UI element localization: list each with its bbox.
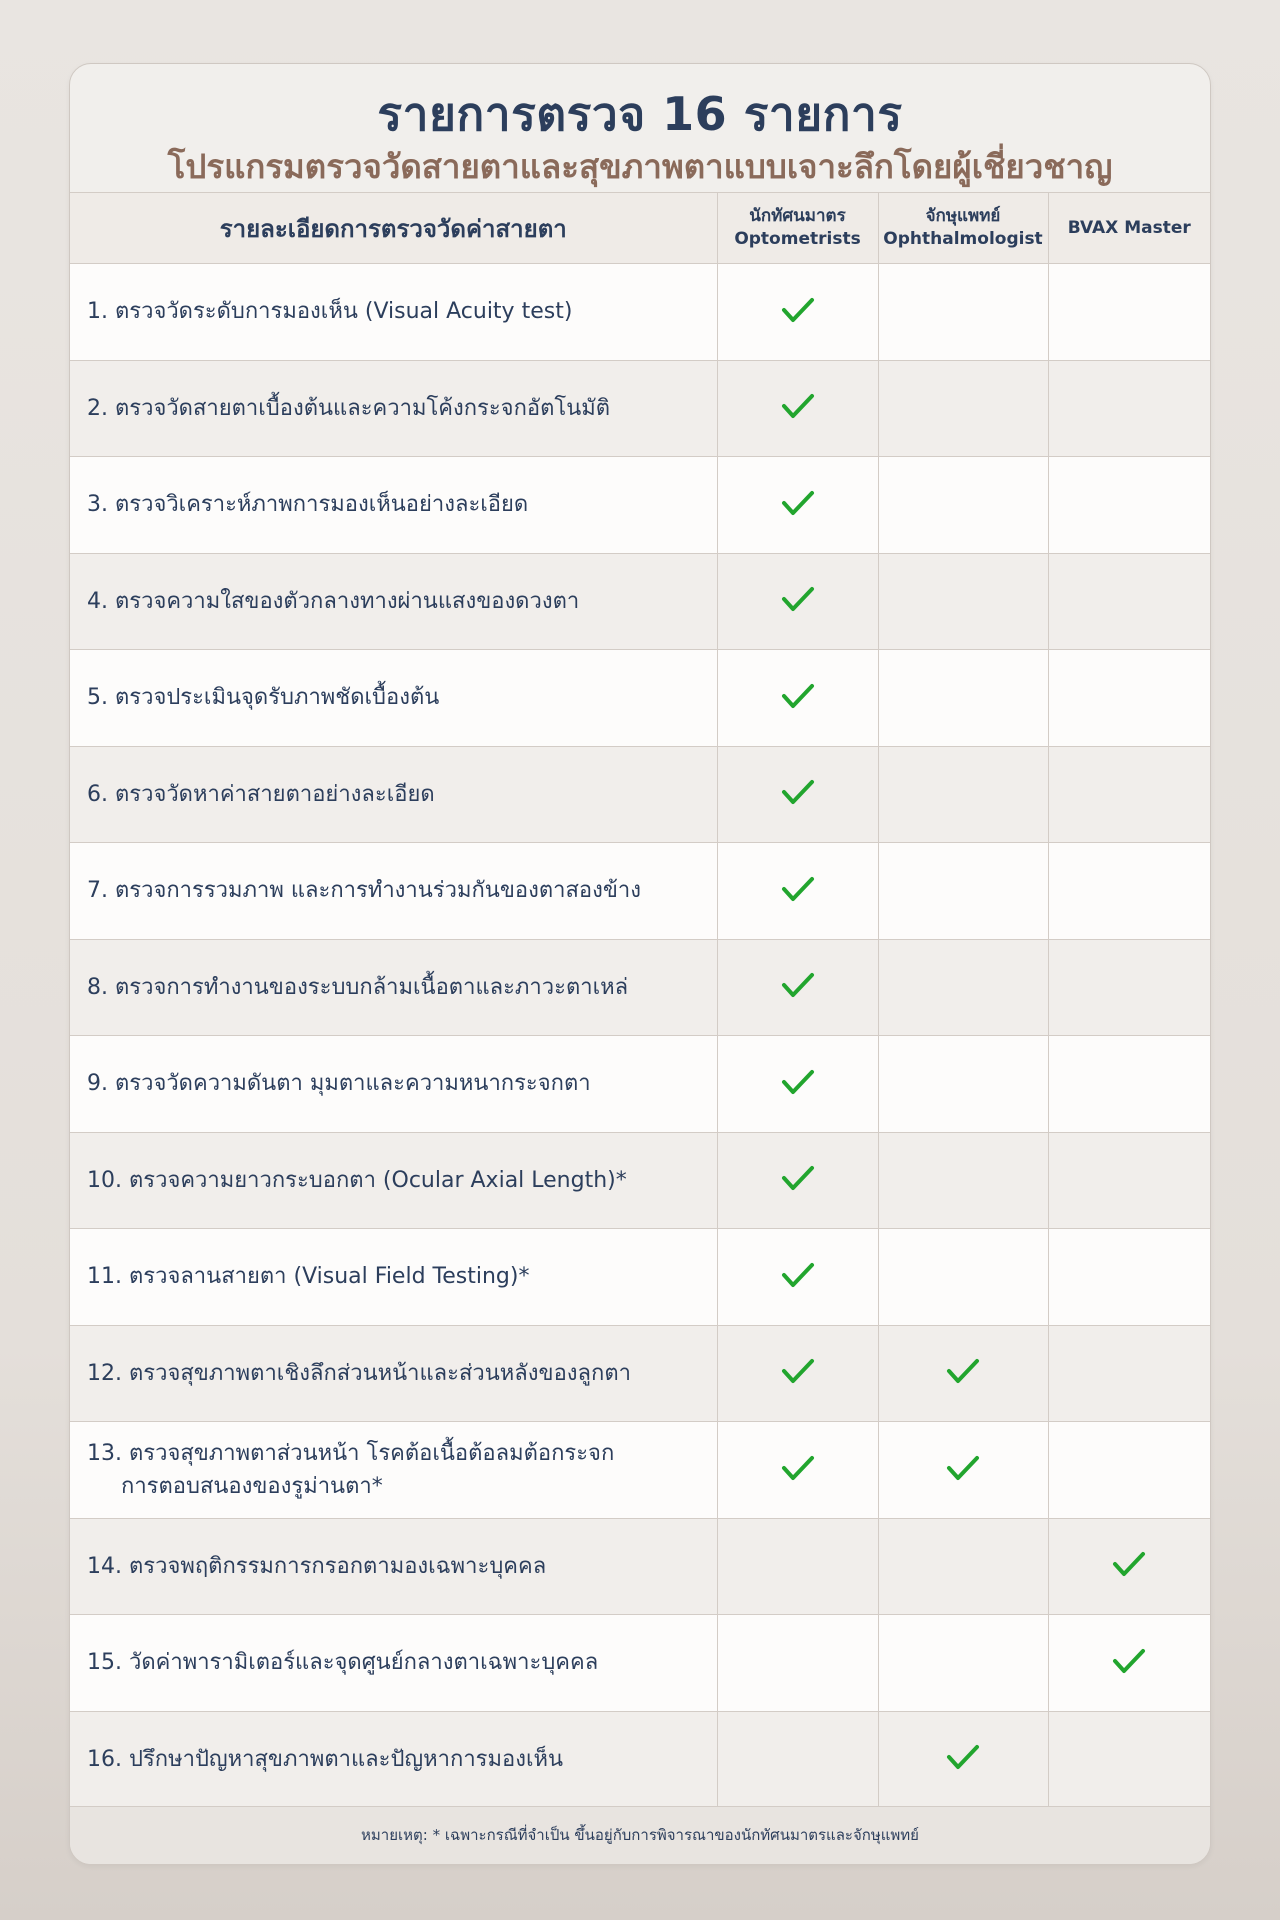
checkmark-icon [1111, 1549, 1147, 1579]
optometrist-mark [717, 746, 878, 843]
checkmark-icon [780, 295, 816, 325]
details-column-header: รายละเอียดการตรวจวัดค่าสายตา [70, 193, 717, 264]
exam-item-line1: 16. ปรึกษาปัญหาสุขภาพตาและปัญหาการมองเห็น [87, 1746, 564, 1772]
bvax-mark [1048, 360, 1210, 457]
exam-item-line1: 15. วัดค่าพารามิเตอร์และจุดศูนย์กลางตาเฉพาะบุคคล [87, 1650, 599, 1676]
optometrist-mark [717, 264, 878, 361]
optometrist-mark [717, 939, 878, 1036]
checkmark-icon [780, 681, 816, 711]
exam-item-description [70, 650, 717, 747]
exam-item-description [70, 360, 717, 457]
optometrist-mark [717, 1132, 878, 1229]
exam-item-description [70, 1615, 717, 1712]
exam-item-line1: 8. ตรวจการทำงานของระบบกล้ามเนื้อตาและภาวะตาเหล่ [87, 974, 629, 1000]
exam-item-description [70, 1325, 717, 1422]
exam-item-description [70, 1518, 717, 1615]
table-row [70, 1711, 1210, 1808]
table-row [70, 1518, 1210, 1615]
table-row [70, 843, 1210, 940]
table-header-row [70, 193, 1210, 264]
exam-item-description [70, 1132, 717, 1229]
checkmark-icon [780, 1163, 816, 1193]
optometrist-mark [717, 1615, 878, 1712]
checkmark-icon [945, 1742, 981, 1772]
checkmark-icon [780, 1453, 816, 1483]
table-row [70, 1325, 1210, 1422]
bvax-mark [1048, 939, 1210, 1036]
exam-item-description [70, 843, 717, 940]
page-title: รายการตรวจ 16 รายการ [377, 87, 903, 141]
bvax-column-header: BVAX Master [1048, 193, 1210, 264]
ophthalmologist-mark [878, 553, 1048, 650]
bvax-mark [1048, 650, 1210, 747]
checkmark-icon [945, 1356, 981, 1386]
optometrist-mark [717, 1325, 878, 1422]
footnote: หมายเหตุ: * เฉพาะกรณีที่จำเป็น ขึ้นอยู่กับการพิจารณาของนักทัศนมาตรและจักษุแพทย์ [70, 1806, 1210, 1864]
exam-item-line1: 12. ตรวจสุขภาพตาเชิงลึกส่วนหน้าและส่วนหลังของลูกตา [87, 1360, 631, 1386]
optometrist-mark [717, 457, 878, 554]
exam-item-description [70, 1229, 717, 1326]
table-row [70, 1132, 1210, 1229]
optometrist-mark [717, 360, 878, 457]
checkmark-icon [945, 1453, 981, 1483]
table-row [70, 553, 1210, 650]
ophthalmologist-mark [878, 360, 1048, 457]
table-body [70, 264, 1210, 1808]
bvax-mark [1048, 1422, 1210, 1519]
table-row [70, 1615, 1210, 1712]
ophthalmologist-mark [878, 1132, 1048, 1229]
checkmark-icon [780, 874, 816, 904]
checkmark-icon [1111, 1646, 1147, 1676]
checkmark-icon [780, 1067, 816, 1097]
exam-item-line1: 13. ตรวจสุขภาพตาส่วนหน้า โรคต้อเนื้อต้อลมต้อกระจก [87, 1440, 615, 1466]
optometrist-column-header [717, 193, 878, 264]
ophthalmologist-mark [878, 1615, 1048, 1712]
exam-item-description [70, 1422, 717, 1519]
table-row [70, 1229, 1210, 1326]
ophthalmologist-th-label: จักษุแพทย์ [925, 206, 1001, 226]
optometrist-mark [717, 1518, 878, 1615]
exam-item-description [70, 457, 717, 554]
comparison-card [69, 63, 1211, 1865]
bvax-mark [1048, 1132, 1210, 1229]
exam-item-line1: 4. ตรวจความใสของตัวกลางทางผ่านแสงของดวงตา [87, 588, 580, 614]
checkmark-icon [780, 584, 816, 614]
checkmark-icon [780, 1356, 816, 1386]
checkmark-icon [780, 488, 816, 518]
exam-item-description [70, 264, 717, 361]
ophthalmologist-mark [878, 1229, 1048, 1326]
ophthalmologist-mark [878, 1711, 1048, 1808]
ophthalmologist-mark [878, 939, 1048, 1036]
ophthalmologist-mark [878, 746, 1048, 843]
ophthalmologist-mark [878, 1422, 1048, 1519]
checkmark-icon [780, 777, 816, 807]
bvax-mark [1048, 1711, 1210, 1808]
optometrist-mark [717, 650, 878, 747]
bvax-mark [1048, 1036, 1210, 1133]
ophthalmologist-mark [878, 843, 1048, 940]
table-row [70, 1036, 1210, 1133]
optometrist-mark [717, 1036, 878, 1133]
ophthalmologist-mark [878, 1518, 1048, 1615]
optometrist-mark [717, 1422, 878, 1519]
ophthalmologist-column-header [878, 193, 1048, 264]
bvax-mark [1048, 1229, 1210, 1326]
table-row [70, 457, 1210, 554]
bvax-mark [1048, 553, 1210, 650]
optometrist-en-label: Optometrists [734, 229, 861, 249]
exam-item-line2: การตอบสนองของรูม่านตา* [121, 1473, 383, 1499]
bvax-mark [1048, 1518, 1210, 1615]
exam-item-line1: 9. ตรวจวัดความดันตา มุมตาและความหนากระจกตา [87, 1071, 591, 1097]
table-row [70, 264, 1210, 361]
exam-item-line1: 6. ตรวจวัดหาค่าสายตาอย่างละเอียด [87, 781, 435, 807]
exam-table [70, 192, 1210, 1808]
optometrist-mark [717, 1229, 878, 1326]
checkmark-icon [780, 1260, 816, 1290]
exam-item-line1: 14. ตรวจพฤติกรรมการกรอกตามองเฉพาะบุคคล [87, 1553, 547, 1579]
exam-item-description [70, 1036, 717, 1133]
bvax-mark [1048, 843, 1210, 940]
bvax-mark [1048, 457, 1210, 554]
table-row [70, 1422, 1210, 1519]
optometrist-th-label: นักทัศนมาตร [749, 206, 846, 226]
exam-item-line1: 1. ตรวจวัดระดับการมองเห็น (Visual Acuity test) [87, 299, 573, 325]
exam-item-line1: 11. ตรวจลานสายตา (Visual Field Testing)* [87, 1264, 530, 1290]
checkmark-icon [780, 970, 816, 1000]
optometrist-mark [717, 843, 878, 940]
bvax-mark [1048, 746, 1210, 843]
bvax-mark [1048, 1325, 1210, 1422]
exam-item-line1: 10. ตรวจความยาวกระบอกตา (Ocular Axial Length)* [87, 1167, 627, 1193]
exam-item-description [70, 939, 717, 1036]
exam-item-line1: 2. ตรวจวัดสายตาเบื้องต้นและความโค้งกระจกอัตโนมัติ [87, 395, 611, 421]
ophthalmologist-mark [878, 650, 1048, 747]
exam-item-description [70, 1711, 717, 1808]
exam-item-line1: 3. ตรวจวิเคราะห์ภาพการมองเห็นอย่างละเอียด [87, 492, 529, 518]
optometrist-mark [717, 553, 878, 650]
ophthalmologist-mark [878, 264, 1048, 361]
ophthalmologist-mark [878, 1036, 1048, 1133]
optometrist-mark [717, 1711, 878, 1808]
exam-item-line1: 5. ตรวจประเมินจุดรับภาพชัดเบื้องต้น [87, 685, 440, 711]
page-subtitle: โปรแกรมตรวจวัดสายตาและสุขภาพตาแบบเจาะลึกโดยผู้เชี่ยวชาญ [167, 147, 1113, 186]
ophthalmologist-en-label: Ophthalmologist [883, 229, 1043, 249]
table-row [70, 939, 1210, 1036]
exam-item-description [70, 746, 717, 843]
table-row [70, 360, 1210, 457]
ophthalmologist-mark [878, 457, 1048, 554]
checkmark-icon [780, 391, 816, 421]
bvax-mark [1048, 1615, 1210, 1712]
bvax-mark [1048, 264, 1210, 361]
ophthalmologist-mark [878, 1325, 1048, 1422]
table-row [70, 746, 1210, 843]
exam-item-line1: 7. ตรวจการรวมภาพ และการทำงานร่วมกันของตาสองข้าง [87, 878, 641, 904]
table-row [70, 650, 1210, 747]
exam-item-description [70, 553, 717, 650]
